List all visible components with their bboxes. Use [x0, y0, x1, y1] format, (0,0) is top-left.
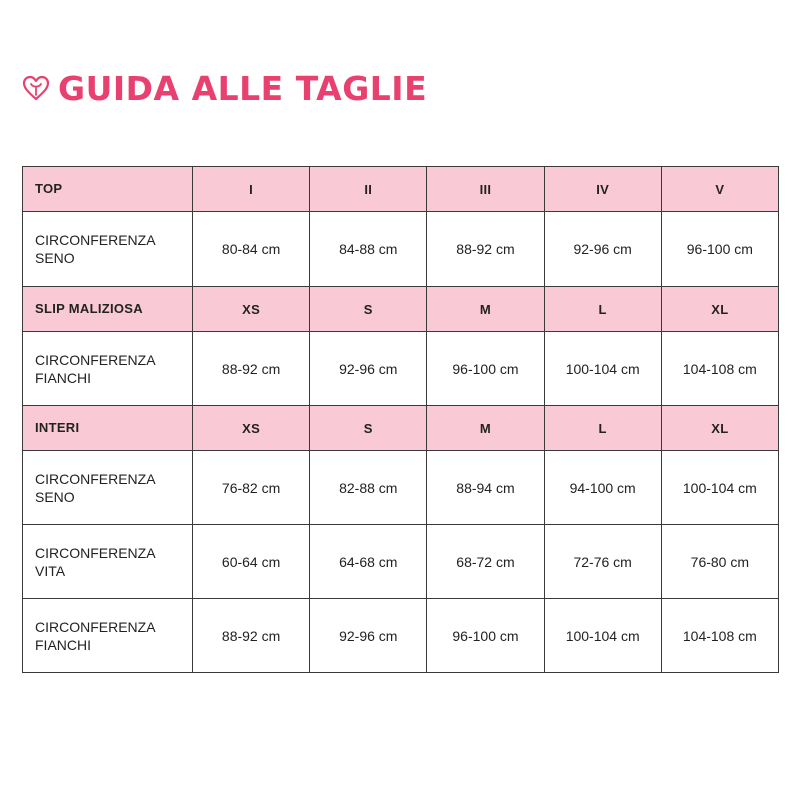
measurement-value: 100-104 cm	[661, 451, 778, 525]
measurement-value: 60-64 cm	[193, 525, 310, 599]
measurement-value: 104-108 cm	[661, 332, 778, 406]
heart-outline-icon	[22, 74, 50, 102]
measurement-value: 88-94 cm	[427, 451, 544, 525]
size-label: L	[544, 287, 661, 332]
measurement-label-line1: CIRCONFERENZA	[35, 544, 156, 561]
size-label: XS	[193, 287, 310, 332]
size-label: XS	[193, 406, 310, 451]
measurement-value: 92-96 cm	[544, 212, 661, 287]
section-header-top	[23, 167, 779, 212]
measurement-label-line1: CIRCONFERENZA	[35, 232, 156, 248]
measurement-value: 80-84 cm	[193, 212, 310, 287]
measurement-label	[23, 451, 193, 525]
size-label: III	[427, 167, 544, 212]
measurement-label-line2: VITA	[35, 562, 66, 579]
measurement-value: 96-100 cm	[661, 212, 778, 287]
section-name: SLIP MALIZIOSA	[23, 287, 193, 332]
section-header-slip	[23, 287, 779, 332]
measurement-value: 76-80 cm	[661, 525, 778, 599]
size-label: M	[427, 287, 544, 332]
table-row	[23, 332, 779, 406]
measurement-value: 88-92 cm	[193, 332, 310, 406]
measurement-label	[23, 525, 193, 599]
size-label: L	[544, 406, 661, 451]
measurement-label	[23, 332, 193, 406]
measurement-label-line1: CIRCONFERENZA	[35, 351, 156, 368]
measurement-value: 76-82 cm	[193, 451, 310, 525]
measurement-value: 88-92 cm	[193, 599, 310, 673]
table-row	[23, 599, 779, 673]
measurement-value: 100-104 cm	[544, 332, 661, 406]
size-label: S	[310, 287, 427, 332]
size-label: V	[661, 167, 778, 212]
measurement-value: 84-88 cm	[310, 212, 427, 287]
measurement-value: 64-68 cm	[310, 525, 427, 599]
measurement-label-line2: FIANCHI	[35, 369, 91, 386]
measurement-value: 82-88 cm	[310, 451, 427, 525]
measurement-label-line2: SENO	[35, 250, 75, 266]
measurement-value: 72-76 cm	[544, 525, 661, 599]
measurement-label-line1: CIRCONFERENZA	[35, 470, 156, 487]
section-name: TOP	[23, 167, 193, 212]
size-guide-table	[22, 166, 779, 673]
measurement-value: 68-72 cm	[427, 525, 544, 599]
page-header	[22, 66, 427, 110]
measurement-value: 88-92 cm	[427, 212, 544, 287]
page-title: GUIDA ALLE TAGLIE	[58, 68, 428, 108]
size-label: XL	[661, 287, 778, 332]
size-label: M	[427, 406, 544, 451]
table-row	[23, 525, 779, 599]
measurement-label	[23, 212, 193, 287]
table-row	[23, 451, 779, 525]
measurement-label-line1: CIRCONFERENZA	[35, 618, 156, 635]
measurement-value: 92-96 cm	[310, 599, 427, 673]
size-label: IV	[544, 167, 661, 212]
size-label: XL	[661, 406, 778, 451]
measurement-label	[23, 599, 193, 673]
measurement-value: 100-104 cm	[544, 599, 661, 673]
measurement-value: 96-100 cm	[427, 332, 544, 406]
measurement-value: 96-100 cm	[427, 599, 544, 673]
size-label: S	[310, 406, 427, 451]
measurement-value: 104-108 cm	[661, 599, 778, 673]
size-label: I	[193, 167, 310, 212]
measurement-label-line2: SENO	[35, 488, 75, 505]
measurement-value: 92-96 cm	[310, 332, 427, 406]
measurement-value: 94-100 cm	[544, 451, 661, 525]
measurement-label-line2: FIANCHI	[35, 636, 91, 653]
table-row	[23, 212, 779, 287]
size-label: II	[310, 167, 427, 212]
section-header-interi	[23, 406, 779, 451]
section-name: INTERI	[23, 406, 193, 451]
